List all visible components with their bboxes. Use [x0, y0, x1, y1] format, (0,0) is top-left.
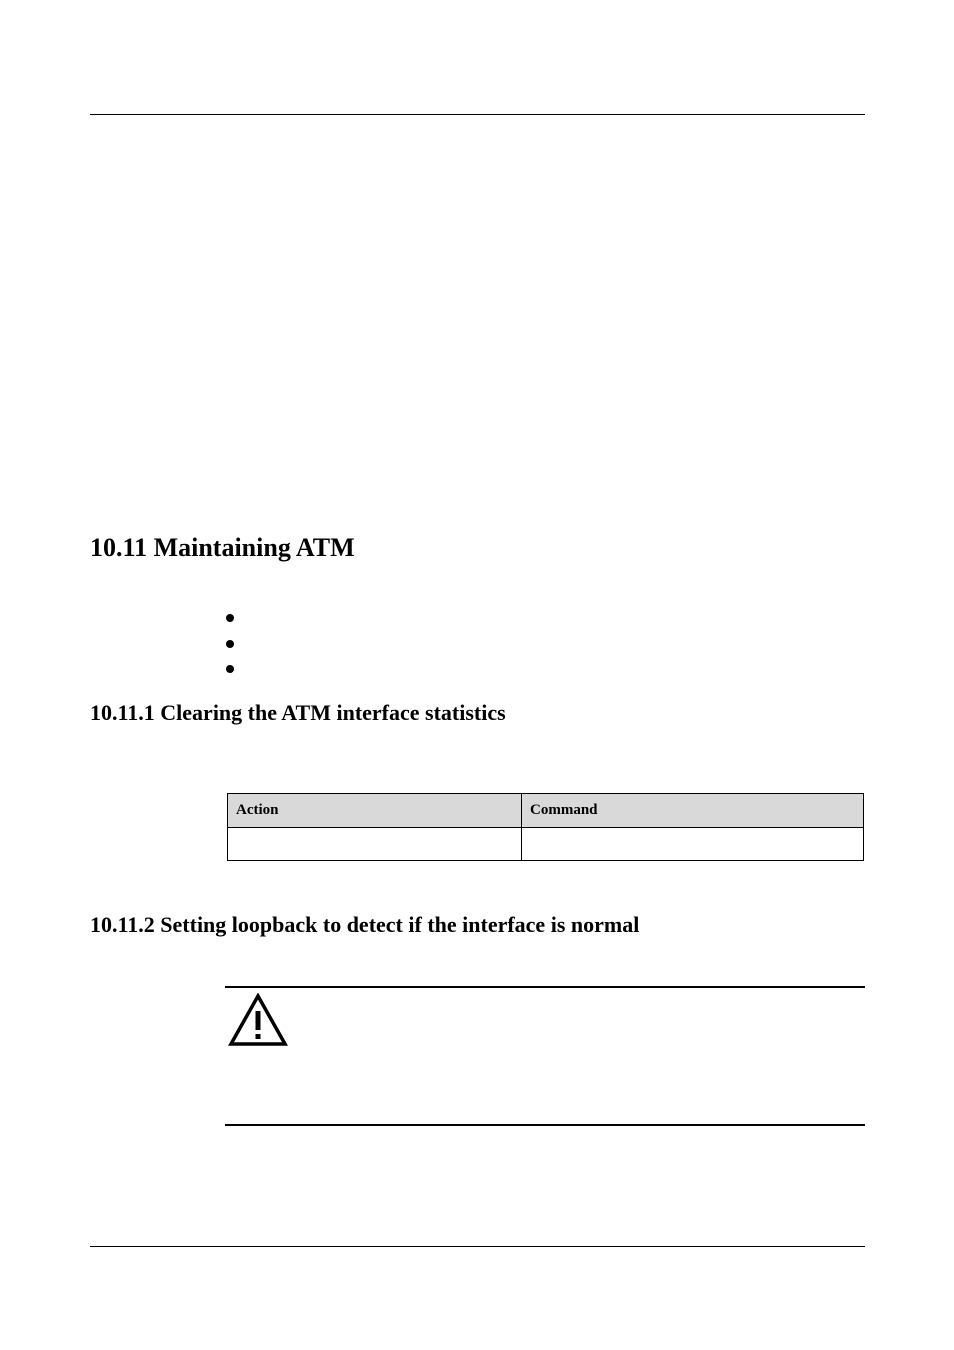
table-cell-command [522, 828, 864, 861]
bullet-icon [226, 640, 234, 648]
table-cell-action [228, 828, 522, 861]
subsection-heading-clearing-statistics: 10.11.1 Clearing the ATM interface statistics [90, 700, 506, 725]
subsection-heading-setting-loopback: 10.11.2 Setting loopback to detect if the interface is normal [90, 912, 640, 937]
table-header-command: Command [522, 794, 864, 828]
command-table [227, 793, 864, 861]
caution-bottom-rule [225, 1124, 865, 1126]
bullet-icon [226, 665, 234, 673]
caution-top-rule [225, 986, 865, 988]
section-heading: 10.11 Maintaining ATM [90, 533, 355, 562]
bullet-icon [226, 614, 234, 622]
table-header-row [228, 794, 864, 828]
footer-rule [90, 1246, 865, 1247]
table-header-action: Action [228, 794, 522, 828]
header-rule [90, 114, 865, 115]
warning-triangle-icon [228, 993, 288, 1047]
table-row [228, 828, 864, 861]
